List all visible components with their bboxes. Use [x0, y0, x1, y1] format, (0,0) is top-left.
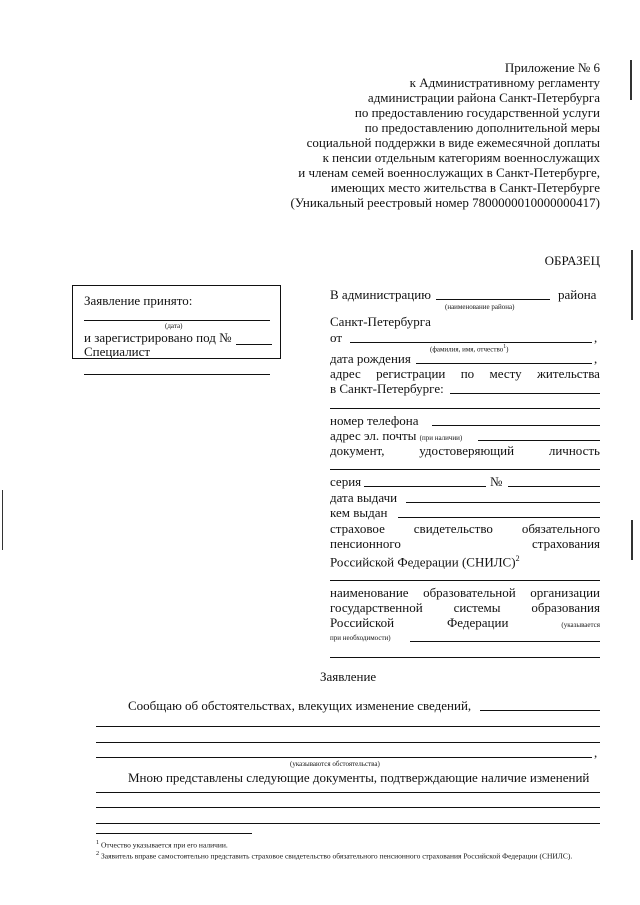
issue-date-field[interactable]: [406, 502, 600, 503]
header-line: по предоставлению государственной услуги: [354, 105, 600, 120]
registration-number-field[interactable]: [236, 344, 272, 345]
scan-edge-mark: [631, 520, 633, 560]
dob-comma: ,: [594, 351, 598, 366]
dob-field[interactable]: [416, 363, 592, 364]
registered-label: и зарегистрировано под №: [84, 330, 232, 345]
identity-doc-field[interactable]: [330, 469, 600, 470]
address-line1: [330, 366, 600, 381]
address-field-2[interactable]: [330, 408, 600, 409]
email-hint: (при наличии): [419, 434, 463, 442]
from-comma: ,: [594, 330, 598, 345]
phone-field[interactable]: [432, 425, 600, 426]
edu-line2: [330, 600, 600, 615]
snils-line2: [330, 536, 600, 551]
footnote-separator: [96, 833, 252, 834]
snils-word: свидетельство: [413, 521, 493, 536]
edu-word: организации: [530, 585, 600, 600]
admin-suffix: района: [558, 287, 597, 302]
issued-by-label: кем выдан: [330, 505, 388, 520]
docs-text: Мною представлены следующие документы, подтверждающие наличие изменений: [128, 770, 590, 785]
sample-label: ОБРАЗЕЦ: [544, 253, 600, 268]
header-line: к пенсии отдельным категориям военнослужащих: [322, 150, 600, 165]
snils-word: страхования: [531, 536, 600, 551]
edu-line1: [330, 585, 600, 600]
district-field[interactable]: [436, 299, 550, 300]
snils-field[interactable]: [330, 580, 600, 581]
edu-word: Федерации: [447, 615, 509, 630]
address-word: месту: [489, 366, 522, 381]
snils-line3-text: Российской Федерации (СНИЛС): [330, 554, 516, 570]
snils-word: пенсионного: [330, 536, 401, 551]
doc-number-field[interactable]: [508, 486, 600, 487]
specialist-label: Специалист: [84, 344, 151, 359]
full-name-hint-close: ): [506, 345, 509, 354]
footnote-text: Отчество указывается при его наличии.: [101, 840, 228, 850]
report-comma: ,: [594, 745, 598, 760]
accepted-title: Заявление принято:: [84, 293, 193, 308]
doc-word: личность: [548, 443, 600, 458]
header-line: администрации района Санкт-Петербурга: [367, 90, 600, 105]
edu-word: Российской: [330, 615, 395, 630]
email-label: [330, 428, 462, 443]
edu-word: государственной: [330, 600, 423, 615]
identity-doc-label: [330, 443, 600, 458]
edu-word: образования: [531, 600, 600, 615]
snils-line1: [330, 521, 600, 536]
series-label: серия: [330, 474, 362, 489]
address-word: жительства: [536, 366, 600, 381]
circumstances-hint: (указываются обстоятельства): [290, 760, 380, 768]
snils-word: страховое: [330, 521, 385, 536]
edu-field-1[interactable]: [410, 641, 600, 642]
report-field-0[interactable]: [480, 710, 600, 711]
edu-word: системы: [453, 600, 501, 615]
scan-edge-mark: [631, 250, 633, 320]
address-line2: в Санкт-Петербурге:: [330, 381, 444, 396]
admin-prefix: В администрацию: [330, 287, 431, 302]
edu-line3: [330, 615, 600, 630]
email-field[interactable]: [478, 440, 600, 441]
footnote-mark: 2: [96, 850, 100, 857]
header-line: и членам семей военнослужащих в Санкт-Петербурге,: [298, 165, 600, 180]
appendix-header: [270, 60, 600, 210]
address-word: по: [460, 366, 475, 381]
full-name-hint-text: (фамилия, имя, отчество: [430, 345, 504, 354]
edu-word: образовательной: [423, 585, 516, 600]
snils-word: обязательного: [521, 521, 600, 536]
series-field[interactable]: [364, 486, 486, 487]
issued-by-field[interactable]: [398, 517, 600, 518]
docs-field-2[interactable]: [96, 807, 600, 808]
header-line: социальной поддержки в виде ежемесячной доплаты: [306, 135, 600, 150]
docs-field-1[interactable]: [96, 792, 600, 793]
header-line: (Уникальный реестровый номер 7800000010000000417): [290, 195, 600, 210]
doc-word: удостоверяющий: [419, 443, 515, 458]
email-label-text: адрес эл. почты: [330, 428, 417, 443]
header-line: имеющих место жительства в Санкт-Петербурге: [330, 180, 600, 195]
header-line: Приложение № 6: [504, 60, 600, 75]
footnote-ref-1: 1: [503, 344, 507, 350]
dob-label: дата рождения: [330, 351, 411, 366]
report-field-1[interactable]: [96, 726, 600, 727]
footnote-ref-2: 2: [515, 554, 520, 563]
report-field-3[interactable]: [96, 757, 592, 758]
footnote-text: Заявитель вправе самостоятельно представить страховое свидетельство обязательного пенсионного страхования Российской Федерации (СНИЛС).: [101, 851, 573, 861]
doc-number-label: №: [490, 474, 503, 489]
footnote-2: [96, 849, 600, 862]
phone-label: номер телефона: [330, 413, 419, 428]
edu-hint: (указывается: [561, 621, 600, 629]
footnote-mark: 1: [96, 839, 100, 846]
doc-word: документ,: [330, 443, 385, 458]
address-field-1[interactable]: [450, 393, 600, 394]
district-hint: (наименование района): [445, 303, 515, 311]
edu-word: наименование: [330, 585, 409, 600]
from-label: от: [330, 330, 343, 345]
report-text: Сообщаю об обстоятельствах, влекущих изменение сведений,: [128, 698, 472, 713]
report-field-2[interactable]: [96, 742, 600, 743]
header-line: по предоставлению дополнительной меры: [364, 120, 600, 135]
statement-title: Заявление: [320, 669, 377, 684]
edu-field-2[interactable]: [330, 657, 600, 658]
docs-field-3[interactable]: [96, 823, 600, 824]
address-word: адрес: [330, 366, 361, 381]
header-line: к Административному регламенту: [409, 75, 600, 90]
issue-date-label: дата выдачи: [330, 490, 398, 505]
scan-edge-mark: [630, 60, 632, 100]
full-name-hint: [430, 343, 508, 353]
scan-edge-mark: [2, 490, 3, 550]
city-label: Санкт-Петербурга: [330, 314, 431, 329]
specialist-field[interactable]: [84, 374, 270, 375]
snils-line3: [330, 551, 520, 569]
accepted-date-field[interactable]: [84, 320, 270, 321]
address-word: регистрации: [376, 366, 446, 381]
accepted-date-hint: (дата): [165, 322, 183, 330]
edu-hint-2: при необходимости): [330, 634, 391, 642]
